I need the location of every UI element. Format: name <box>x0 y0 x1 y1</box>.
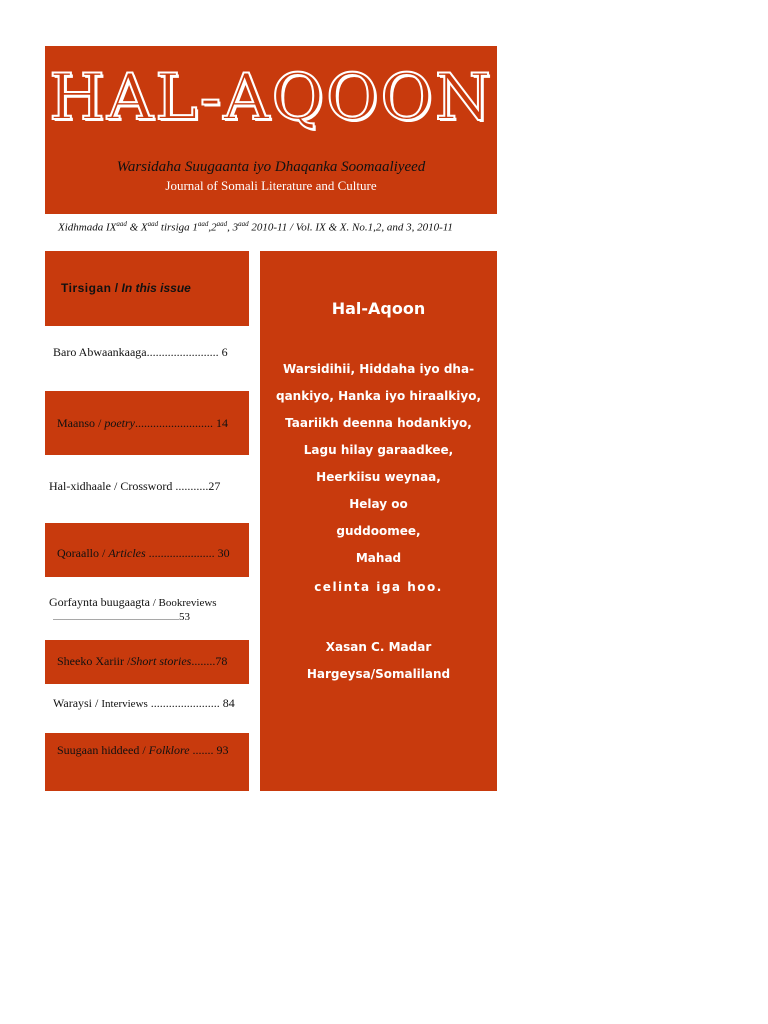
panel-title: Hal-Aqoon <box>331 299 426 318</box>
toc-heading: Tirsigan / In this issue <box>61 281 191 295</box>
subtitle-somali: Warsidaha Suugaanta iyo Dhaqanka Soomaaliyeed <box>116 159 426 175</box>
poem-line: Heerkiisu weynaa, <box>316 470 441 484</box>
issue-info: Xidhmada $IX^{aad}$ & $X^{aad}$ tirsiga $1^{aad},2^{aad}$, $3^{aad}$ 2010-11 / Vol. IX & X. No.1,2, and 3, 2010-11 <box>58 220 453 234</box>
toc-entry-crossword[interactable]: Hal-xidhaale / Crossword ...........27 <box>49 479 221 493</box>
toc-entry-bookreviews[interactable]: Gorfaynta buugaagta / Bookreviews ...............................................................53 <box>49 595 217 623</box>
toc-entry-short-stories[interactable]: Sheeko Xariir /Short stories........78 <box>45 640 249 684</box>
toc-entry-interviews[interactable]: Waraysi / Interviews ....................... 84 <box>53 696 235 710</box>
poem-author: Xasan C. Madar <box>325 640 432 654</box>
toc-heading-box <box>45 251 249 326</box>
poem-line: Mahad <box>355 551 402 565</box>
poem-line: Lagu hilay garaadkee, <box>303 443 454 457</box>
toc-entry-poetry[interactable]: Maanso / poetry.......................... 14 <box>45 391 249 455</box>
poem-line: Taariikh deenna hodankiyo, <box>285 416 472 430</box>
toc-entry-folklore[interactable]: Suugaan hiddeed / Folklore ....... 93 <box>45 733 249 791</box>
subtitle-english: Journal of Somali Literature and Culture <box>165 178 377 193</box>
poem-panel <box>260 251 497 791</box>
toc-entry-articles[interactable]: Qoraallo / Articles ...................... 30 <box>45 523 249 577</box>
poem-line: qankiyo, Hanka iyo hiraalkiyo, <box>275 389 482 403</box>
journal-title: HAL-AQOON <box>49 61 493 135</box>
poem-line: guddoomee, <box>336 524 421 538</box>
toc-entry-profile[interactable]: Baro Abwaankaaga........................ 6 <box>53 345 228 359</box>
poem-line: Warsidihii, Hiddaha iyo dha- <box>282 362 475 376</box>
poem-line: Helay oo <box>349 497 408 511</box>
poem-place: Hargeysa/Somaliland <box>306 667 451 681</box>
poem-line: celinta iga hoo. <box>314 580 443 594</box>
masthead-banner <box>45 46 497 214</box>
